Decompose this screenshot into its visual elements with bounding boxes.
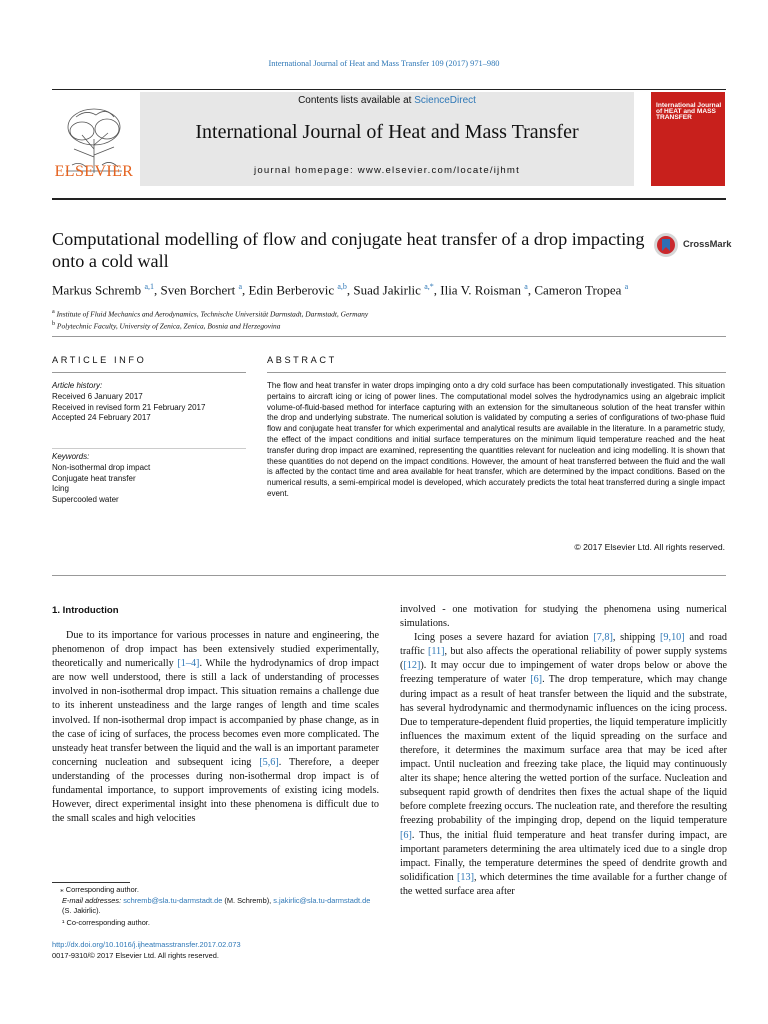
- author-separator: ,: [527, 282, 535, 298]
- affiliation: [52, 307, 652, 319]
- body-text: . Thus, the initial fluid temperature and heat transfer during impact, are important parameters determining the area ultimately iced due to a single drop impact. Finally, the temperature determines the speed of dendrite growth and solidification: [400, 829, 727, 883]
- email-addresses: [62, 896, 380, 916]
- affiliation-text: Polytechnic Faculty, University of Zenica, Zenica, Bosnia and Herzegovina: [55, 321, 281, 331]
- doi-link[interactable]: http://dx.doi.org/10.1016/j.ijheatmasstransfer.2017.02.073: [52, 940, 241, 949]
- citation-link[interactable]: [12]: [403, 660, 421, 672]
- keywords-rule: [52, 448, 246, 449]
- author-name: Markus Schremb: [52, 282, 142, 298]
- sciencedirect-link[interactable]: ScienceDirect: [414, 95, 476, 106]
- section-heading-introduction: 1. Introduction: [52, 605, 119, 616]
- masthead-bottom-rule: [52, 198, 726, 200]
- crossmark-icon: [653, 232, 679, 258]
- author-affiliation-mark[interactable]: a,1: [144, 282, 154, 291]
- email-link-jakirlic[interactable]: s.jakirlic@sla.tu-darmstadt.de: [273, 896, 371, 905]
- citation-link[interactable]: [9,10]: [660, 632, 685, 644]
- author-name: Suad Jakirlic: [353, 282, 421, 298]
- body-text: Due to its importance for various processes in nature and engineering, the phenomenon of drop impact has been extensively studied experimentally, theoretically and numerically: [52, 630, 379, 670]
- abstract-bottom-rule: [52, 575, 726, 576]
- body-text: , but also affects the operational reliability of power supply systems (: [400, 646, 727, 672]
- keyword: Icing: [52, 484, 69, 494]
- intro-paragraph-1-continued: involved - one motivation for studying the phenomena using numerical simulations.: [400, 604, 727, 630]
- body-text: and road traffic: [400, 632, 727, 658]
- intro-paragraph-2: [400, 631, 727, 899]
- article-history: [52, 381, 252, 424]
- keywords-block: [52, 452, 252, 506]
- abstract-heading: ABSTRACT: [267, 355, 337, 365]
- title-block-rule: [52, 336, 726, 337]
- author-affiliation-mark[interactable]: a,b: [337, 282, 347, 291]
- abstract-rule: [267, 372, 726, 373]
- affiliation-text: Institute of Fluid Mechanics and Aerodynamics, Technische Universität Darmstadt, Darmstadt, Germany: [54, 309, 369, 319]
- author-affiliation-mark[interactable]: a: [238, 282, 243, 291]
- abstract-text: The flow and heat transfer in water drops impinging onto a dry cold surface has been computationally investigated. This situation pertains to aircraft icing or icing of power lines. The computational model solves the hydrodynamics using an algebraic implicit volume-of-fluid-based method for interface capturing with an extension for the simultaneous solution of the heat transfer within the drop and underlying substrate. The numerical solution is validated by computing a series of configurations of two-phase fluid flow and conjugate heat transfer for which experimental and analytical results are available in the literature. In a parametric study, the effect of the impact conditions and initial surface temperatures on the minimum liquid temperature reached and the heat transfer during drop impact are examined, representing the quantities relevant for nucleation and icing modelling. It is shown that these quantities do not depend on the impact conditions. However, the amount of heat transferred between the fluid and the wall is affected by the contact time and area available for heat transfer, which are determined by the impact conditions. Based on the numerical results, a semi-empirical model is developed, which accurately predicts the total heat transferred during a single impact event.: [267, 381, 725, 498]
- contents-line: [140, 95, 634, 106]
- article-info-rule: [52, 372, 246, 373]
- keyword: Supercooled water: [52, 495, 119, 505]
- revised-date: Received in revised form 21 February 2017: [52, 402, 206, 412]
- citation-link[interactable]: [6]: [400, 829, 412, 841]
- footnote-rule: [52, 882, 130, 883]
- citation-link[interactable]: [1–4]: [177, 658, 200, 670]
- body-text: , shipping: [612, 632, 661, 644]
- article-history-label: Article history:: [52, 381, 103, 390]
- affiliation-mark: b: [52, 321, 56, 328]
- author-name: Cameron Tropea: [534, 282, 622, 298]
- right-column-text: [400, 603, 727, 899]
- body-text: . While the hydrodynamics of drop impact are now well understood, there is still a lack of understanding of processes involved in non-isothermal drop impact. This situation remains a challenge due to its inherent unsteadiness and the large ranges of length and time scales involved. If non-isothermal drop impact is accompanied by phase change, as in the case of icing of surfaces, the process becomes even more complicated. The unsteady heat transfer between the liquid and the wall is an important parameter concerning nucleation and subsequent icing: [52, 658, 379, 768]
- article-info-heading: ARTICLE INFO: [52, 355, 147, 365]
- email-label: E-mail addresses:: [62, 896, 122, 905]
- email-owner: (M. Schremb),: [224, 896, 272, 905]
- body-text: . Therefore, a deeper understanding of the processes during non-isothermal drop impact is of fundamental importance, to support improvements of existing icing models. However, direct experimental insight into these phenomena is difficult due to the small scales and high velocities: [52, 756, 379, 825]
- keyword: Conjugate heat transfer: [52, 473, 136, 483]
- corresponding-author-note: ⁎ Corresponding author.: [60, 885, 139, 894]
- contents-label: Contents lists available at: [298, 95, 415, 106]
- citation-link[interactable]: [11]: [427, 646, 445, 658]
- author-name: Edin Berberovic: [248, 282, 335, 298]
- elsevier-wordmark: ELSEVIER: [54, 163, 134, 180]
- affiliation-mark: a: [52, 309, 55, 315]
- body-text: ). It may occur due to impingement of water drops below or above the freezing temperature of water: [400, 660, 727, 686]
- keyword: Non-isothermal drop impact: [52, 462, 151, 472]
- masthead-top-rule: [52, 89, 726, 90]
- author-name: Sven Borchert: [160, 282, 236, 298]
- author-name: Ilia V. Roisman: [440, 282, 522, 298]
- article-title: Computational modelling of flow and conjugate heat transfer of a drop impacting onto a cold wall: [52, 229, 645, 271]
- citation-link[interactable]: [6]: [530, 674, 543, 686]
- citation-link[interactable]: [13]: [456, 871, 474, 883]
- journal-title: International Journal of Heat and Mass Transfer: [195, 121, 579, 143]
- email-link-schremb[interactable]: schremb@sla.tu-darmstadt.de: [123, 896, 223, 905]
- received-date: Received 6 January 2017: [52, 391, 143, 401]
- body-text: , which determines the time available for a further change of the wetted surface area after: [400, 871, 727, 897]
- author-separator: ,: [242, 282, 249, 298]
- intro-paragraph-1: [52, 629, 379, 826]
- citation-link[interactable]: [5,6]: [259, 756, 279, 768]
- author-affiliation-mark[interactable]: a: [524, 282, 528, 291]
- body-text: . The drop temperature, which may change during impact as a result of heat transfer between the liquid and the substrate, has several hydrodynamic and thermodynamic influences on the icing process. Due to temperature-dependent fluid properties, the liquid temperature implicitly influences the maximum extent of the liquid spreading on the surface and therefore, it determines the maximum surface area that may be iced after impact. Until nucleation and freezing take place, the liquid may continuously alter its shape; hence altering the wetted portion of the surface. Nucleation and subsequent rapid growth of dendrites then fixes the actual shape of the liquid before complete freezing occurs. The nucleation rate, and therefore the resulting freezing probability of the impinging drop, depend on the liquid temperature: [400, 674, 728, 827]
- author-separator: ,: [346, 282, 354, 298]
- journal-citation[interactable]: International Journal of Heat and Mass Transfer 109 (2017) 971–980: [268, 59, 500, 68]
- crossmark-label: CrossMark: [683, 238, 732, 249]
- author-separator: ,: [433, 282, 441, 298]
- abstract-copyright: © 2017 Elsevier Ltd. All rights reserved.: [574, 542, 725, 552]
- email-owner: (S. Jakirlic).: [62, 906, 101, 915]
- author-affiliation-mark[interactable]: a,*: [424, 282, 434, 291]
- keywords-label: Keywords:: [52, 452, 90, 461]
- crossmark-badge[interactable]: [653, 230, 732, 260]
- affiliations: [52, 307, 652, 332]
- accepted-date: Accepted 24 February 2017: [52, 413, 151, 423]
- author-list: [52, 282, 742, 298]
- affiliation: [52, 319, 652, 331]
- co-corresponding-note: ¹ Co-corresponding author.: [62, 918, 150, 927]
- issn-copyright: 0017-9310/© 2017 Elsevier Ltd. All rights reserved.: [52, 951, 219, 960]
- citation-link[interactable]: [7,8]: [593, 632, 613, 644]
- body-text: Icing poses a severe hazard for aviation: [414, 632, 594, 644]
- left-column-text: [52, 629, 379, 826]
- author-separator: ,: [154, 282, 161, 298]
- journal-homepage[interactable]: journal homepage: www.elsevier.com/locate/ijhmt: [254, 165, 520, 176]
- author-affiliation-mark[interactable]: a: [624, 282, 629, 291]
- journal-cover-text: International Journal of HEAT and MASS TRANSFER: [656, 102, 722, 121]
